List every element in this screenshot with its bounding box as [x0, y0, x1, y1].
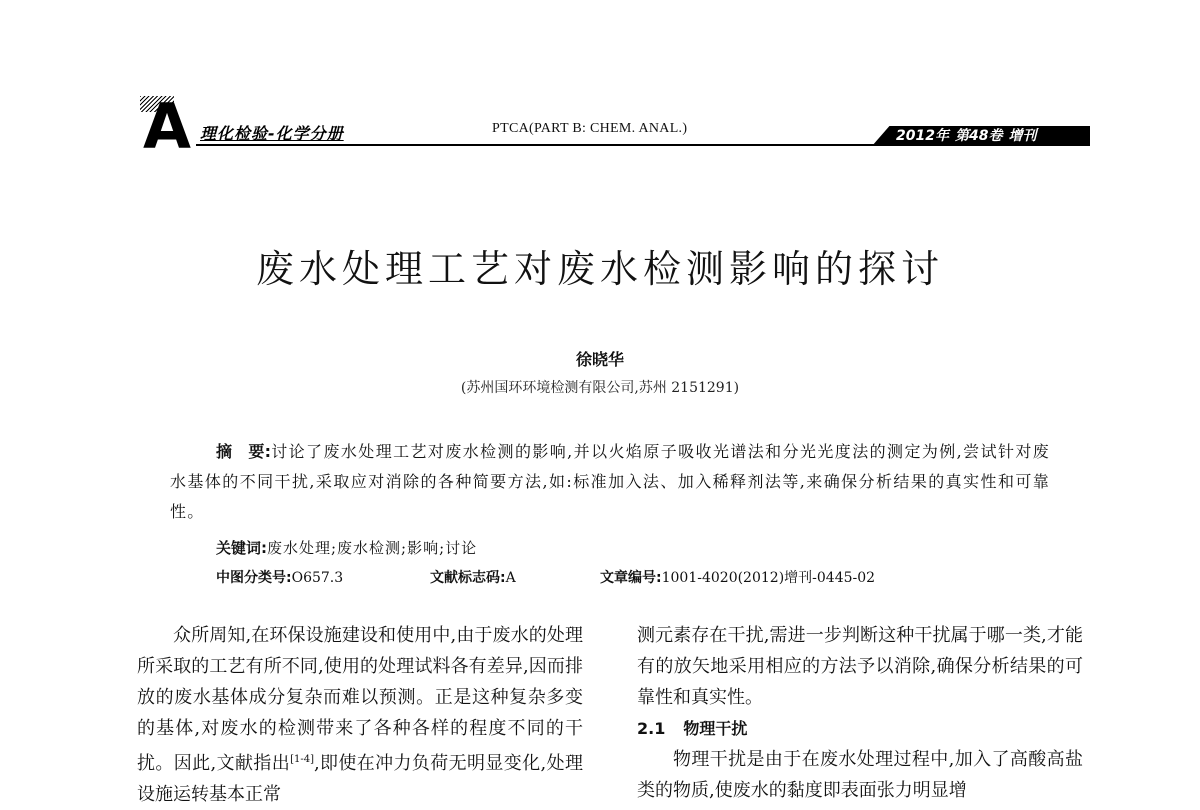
author-affiliation: (苏州国环环境检测有限公司,苏州 2151291): [460, 380, 740, 396]
keywords-text: 废水处理;废水检测;影响;讨论: [267, 539, 478, 557]
volume-info: [896, 125, 1042, 145]
body-column-left: [137, 620, 583, 810]
volume-number: 第48卷: [954, 128, 1003, 144]
journal-name-english: PTCA(PART B: CHEM. ANAL.): [492, 121, 688, 136]
paragraph-text-tail: ,即使在冲力负荷无明显变化,处理设施运转基本正常: [137, 753, 583, 805]
clc-number: [216, 567, 343, 587]
body-column-right: [637, 620, 1083, 806]
clc-label: 中图分类号:: [216, 570, 292, 586]
article-number: [600, 567, 875, 587]
abstract-text: 讨论了废水处理工艺对废水检测的影响,并以火焰原子吸收光谱法和分光光度法的测定为例,尝试针对废水基体的不同干扰,采取应对消除的各种简要方法,如:标准加入法、加入稀释剂法等,来确保分析结果的真实性和可靠性。: [170, 442, 1050, 521]
journal-logo: A: [143, 90, 191, 163]
article-number-value: 1001-4020(2012)增刊-0445-02: [661, 570, 876, 586]
journal-name-chinese: 理化检验-化学分册: [200, 124, 344, 143]
keywords: [216, 537, 477, 558]
keywords-label: 关键词:: [216, 539, 267, 557]
document-code: [430, 567, 516, 587]
author-name: 徐晓华: [575, 350, 624, 369]
article-title: 废水处理工艺对废水检测影响的探讨: [255, 247, 944, 291]
section-heading: [637, 713, 1083, 744]
section-number: 2.1: [637, 719, 666, 738]
document-code-value: A: [505, 570, 516, 586]
body-paragraph: 物理干扰是由于在废水处理过程中,加入了高酸高盐类的物质,使废水的黏度即表面张力明显增: [637, 749, 1083, 801]
abstract-label: 摘 要:: [216, 442, 272, 461]
volume-year: 2012年: [896, 128, 949, 144]
paragraph-text: 众所周知,在环保设施建设和使用中,由于废水的处理所采取的工艺有所不同,使用的处理试料各有差异,因而排放的废水基体成分复杂而难以预测。正是这种复杂多变的基体,对废水的检测带来了各种各样的程度不同的干扰。因此,文献指出: [137, 625, 583, 774]
section-title: 物理干扰: [683, 719, 748, 738]
article-number-label: 文章编号:: [600, 570, 662, 586]
body-paragraph: [137, 620, 583, 810]
abstract: [170, 437, 1050, 527]
volume-supplement: 增刊: [1008, 128, 1037, 144]
body-paragraph: 测元素存在干扰,需进一步判断这种干扰属于哪一类,才能有的放矢地采用相应的方法予以消除,确保分析结果的可靠性和真实性。: [637, 625, 1083, 708]
clc-value: O657.3: [291, 570, 344, 586]
document-code-label: 文献标志码:: [430, 570, 506, 586]
citation-reference: [1-4]: [290, 754, 314, 765]
